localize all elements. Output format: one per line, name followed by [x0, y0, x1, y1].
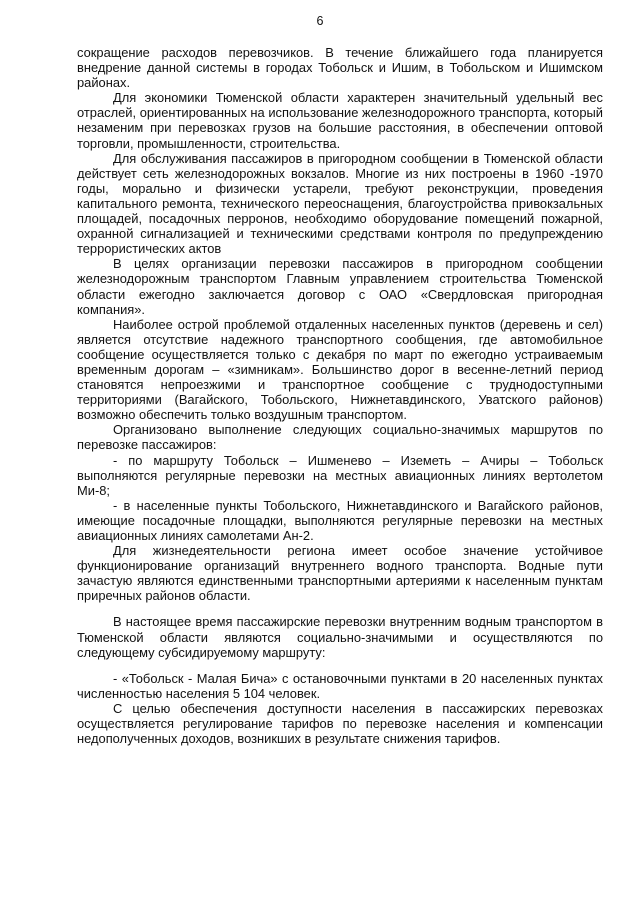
list-item-aircraft-route: - в населенные пункты Тобольского, Нижнетавдинского и Вагайского районов, имеющие посадочные площадки, выполняются регулярные перевозки на местных авиационных линиях самолетами Ан-2.	[77, 497, 603, 543]
paragraph-remote-settlements: Наиболее острой проблемой отдаленных населенных пунктов (деревень и сел) является отсутствие надежного транспортного сообщения, где автомобильное сообщение осуществляется только с декабря по март по ежегодно устраиваемым временным дорогам – «зимникам». Большинство дорог в весенне-летний период становятся непроезжими и транспортное сообщение с труднодоступными территориями (Вагайского, Тобольского, Нижнетавдинского, Уватского районов) возможно обеспечить только воздушным транспортом.	[77, 316, 603, 423]
paragraph-railway-economy: Для экономики Тюменской области характерен значительный удельный вес отраслей, ориентированных на использование железнодорожного транспорта, который незаменим при перевозках грузов на большие расстояния, в обеспечении оптовой торговли, промышленности, строительства.	[77, 90, 603, 151]
paragraph-tariff-regulation: С целью обеспечения доступности населения в пассажирских перевозках осуществляется регулирование тарифов по перевозке населения и компенсации недополученных доходов, возникших в результате снижения тарифов.	[77, 700, 603, 747]
paragraph-water-passenger: В настоящее время пассажирские перевозки внутренним водным транспортом в Тюменской области являются социально-значимыми и осуществляются по следующему субсидируемому маршруту:	[77, 614, 603, 660]
paragraph-social-routes-intro: Организовано выполнение следующих социально-значимых маршрутов по перевозке пассажиров:	[77, 422, 603, 453]
page-number: 6	[316, 14, 324, 28]
paragraph-railway-stations: Для обслуживания пассажиров в пригородном сообщении в Тюменской области действует сеть железнодорожных вокзалов. Многие из них построены в 1960 -1970 годы, морально и физически устарели, требуют реконструкции, проведения капитального ремонта, технического переоснащения, благоустройства привокзальных площадей, посадочных перронов, необходимо оборудование помещений пожарной, охранной сигнализацией и техническими средствами контроля по предупреждению террористических актов	[77, 150, 603, 257]
paragraph-continuation: сокращение расходов перевозчиков. В течение ближайшего года планируется внедрение данной системы в городах Тобольск и Ишим, в Тобольском и Ишимском районах.	[77, 45, 603, 91]
document-body	[77, 45, 603, 746]
paragraph-water-transport: Для жизнедеятельности региона имеет особое значение устойчивое функционирование организаций внутреннего водного транспорта. Водные пути зачастую являются единственными транспортными артериями к населенным пунктам приречных районов области.	[77, 543, 603, 604]
paragraph-suburban-contract: В целях организации перевозки пассажиров в пригородном сообщении железнодорожным транспортом Главным управлением строительства Тюменской области ежегодно заключается договор с ОАО «Свердловская пригородная компания».	[77, 256, 603, 317]
list-item-water-route: - «Тобольск - Малая Бича» с остановочными пунктами в 20 населенных пунктах численностью населения 5 104 человек.	[77, 670, 603, 701]
list-item-helicopter-route: - по маршруту Тобольск – Ишменево – Иземеть – Ачиры – Тобольск выполняются регулярные перевозки на местных авиационных линиях вертолетом Ми-8;	[77, 452, 603, 498]
